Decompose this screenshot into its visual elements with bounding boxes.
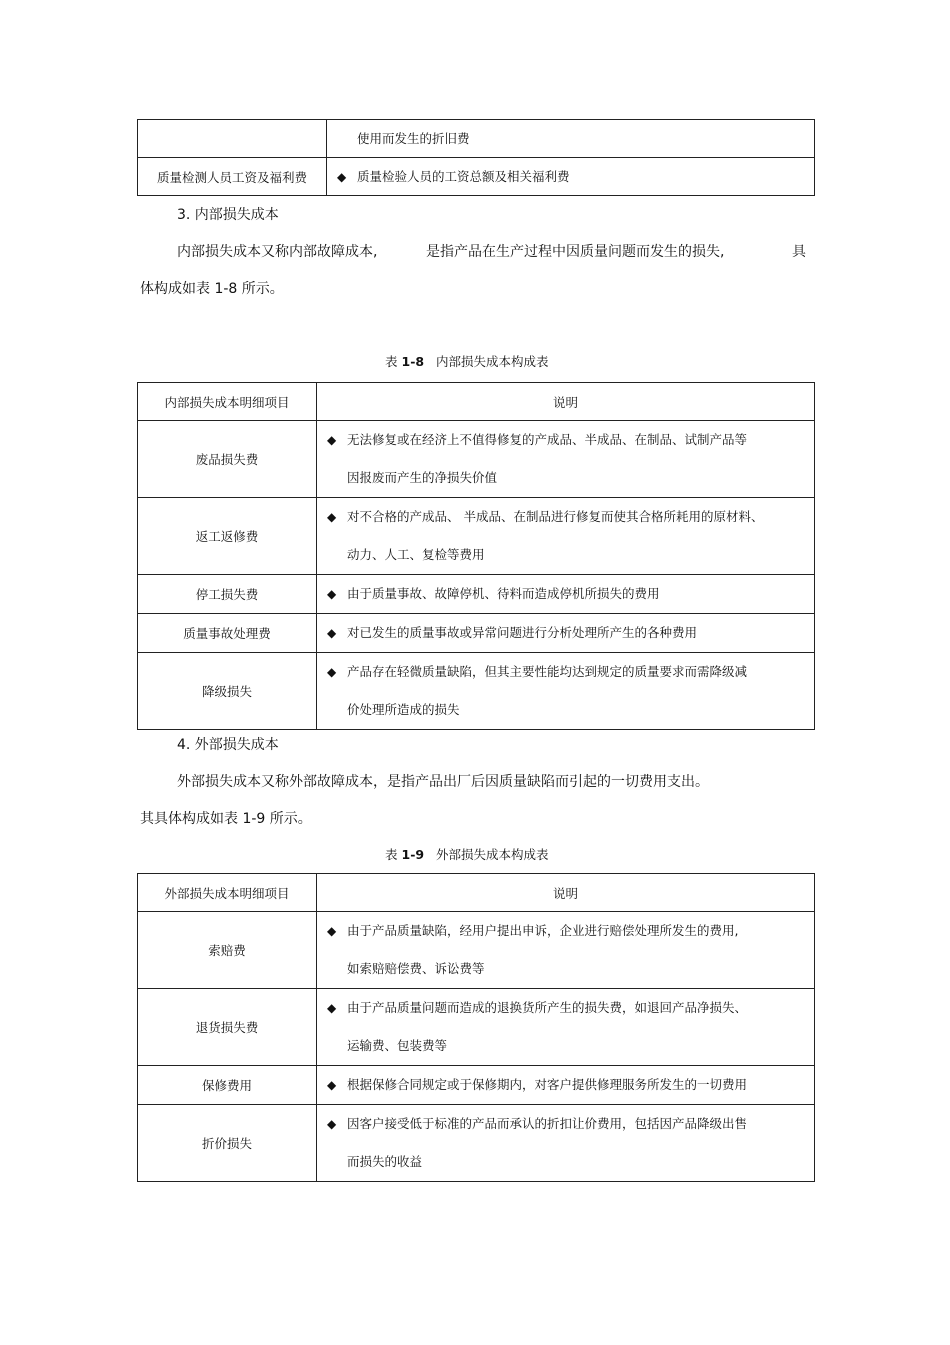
- description-cell: [317, 421, 815, 498]
- description-line: 运输费、包装费等: [347, 1038, 448, 1053]
- top-table: [137, 119, 815, 196]
- item-name-cell: 停工损失费: [138, 575, 317, 614]
- item-name-cell: [138, 120, 327, 158]
- diamond-bullet-icon: ◆: [327, 587, 337, 601]
- description-cell: [317, 614, 815, 653]
- description-line: 对已发生的质量事故或异常问题进行分析处理所产生的各种费用: [347, 625, 698, 640]
- description-line: 对不合格的产成品、 半成品、在制品进行修复而使其合格所耗用的原材料、: [347, 509, 764, 524]
- diamond-bullet-icon: ◆: [327, 510, 337, 524]
- table-1-9: [137, 873, 815, 1182]
- header-description-column: 说明: [317, 874, 815, 912]
- header-item-column: 外部损失成本明细项目: [138, 874, 317, 912]
- diamond-bullet-icon: ◆: [327, 1001, 337, 1015]
- description-line: 因报废而产生的净损失价值: [347, 470, 498, 485]
- diamond-bullet-icon: ◆: [327, 626, 337, 640]
- section-4-paragraph-line-2: 其具体构成如表 1-9 所示。: [140, 811, 312, 827]
- table-row: [138, 421, 815, 498]
- table-row: [138, 614, 815, 653]
- description-line: 如索赔赔偿费、诉讼费等: [347, 961, 485, 976]
- description-line: 由于质量事故、故障停机、待料而造成停机所损失的费用: [347, 586, 660, 601]
- header-item-column: 内部损失成本明细项目: [138, 383, 317, 421]
- description-line: 价处理所造成的损失: [347, 702, 460, 717]
- description-cell: [327, 120, 815, 158]
- item-name-cell: 保修费用: [138, 1066, 317, 1105]
- description-line: 而损失的收益: [347, 1154, 423, 1169]
- table-row: [138, 1105, 815, 1182]
- diamond-bullet-icon: ◆: [327, 1117, 337, 1131]
- description-line: 由于产品质量问题而造成的退换货所产生的损失费，如退回产品净损失、: [347, 1000, 748, 1015]
- table-1-9-caption: 表 1-9 外部损失成本构成表: [385, 847, 549, 862]
- table-row: [138, 1066, 815, 1105]
- section-4-paragraph-line-1: 外部损失成本又称外部故障成本，是指产品出厂后因质量缺陷而引起的一切费用支出。: [177, 774, 709, 790]
- diamond-bullet-icon: ◆: [327, 924, 337, 938]
- diamond-bullet-icon: ◆: [337, 170, 347, 184]
- section-3-heading: 3. 内部损失成本: [177, 207, 279, 223]
- section-3-paragraph-part-b: 是指产品在生产过程中因质量问题而发生的损失,: [426, 244, 725, 260]
- item-name-cell: 质量事故处理费: [138, 614, 317, 653]
- section-3-paragraph-line-2: 体构成如表 1-8 所示。: [140, 281, 284, 297]
- item-name-cell: 退货损失费: [138, 989, 317, 1066]
- table-1-8-caption: 表 1-8 内部损失成本构成表: [385, 354, 549, 369]
- description-cell: [327, 158, 815, 196]
- description-cell: [317, 498, 815, 575]
- table-row: [138, 120, 815, 158]
- description-line: 使用而发生的折旧费: [357, 131, 470, 146]
- description-cell: [317, 912, 815, 989]
- section-4-heading: 4. 外部损失成本: [177, 737, 279, 753]
- description-line: 因客户接受低于标准的产品而承认的折扣让价费用，包括因产品降级出售: [347, 1116, 748, 1131]
- diamond-bullet-icon: ◆: [327, 433, 337, 447]
- description-line: 根据保修合同规定或于保修期内，对客户提供修理服务所发生的一切费用: [347, 1077, 748, 1092]
- description-line: 由于产品质量缺陷，经用户提出申诉，企业进行赔偿处理所发生的费用,: [347, 923, 739, 938]
- table-row: [138, 989, 815, 1066]
- table-row: [138, 158, 815, 196]
- diamond-bullet-icon: ◆: [327, 665, 337, 679]
- table-header-row: [138, 383, 815, 421]
- table-1-8: [137, 382, 815, 730]
- item-name-cell: 索赔费: [138, 912, 317, 989]
- description-cell: [317, 653, 815, 730]
- item-name-cell: 降级损失: [138, 653, 317, 730]
- item-name-cell: 返工返修费: [138, 498, 317, 575]
- diamond-bullet-icon: ◆: [327, 1078, 337, 1092]
- table-row: [138, 912, 815, 989]
- table-header-row: [138, 874, 815, 912]
- description-line: 无法修复或在经济上不值得修复的产成品、半成品、在制品、试制产品等: [347, 432, 748, 447]
- description-line: 动力、人工、复检等费用: [347, 547, 485, 562]
- table-row: [138, 653, 815, 730]
- description-line: 产品存在轻微质量缺陷，但其主要性能均达到规定的质量要求而需降级减: [347, 664, 748, 679]
- item-name-cell: 质量检测人员工资及福利费: [138, 158, 327, 196]
- description-line: 质量检验人员的工资总额及相关福利费: [357, 169, 570, 184]
- description-cell: [317, 575, 815, 614]
- table-row: [138, 498, 815, 575]
- item-name-cell: 废品损失费: [138, 421, 317, 498]
- item-name-cell: 折价损失: [138, 1105, 317, 1182]
- header-description-column: 说明: [317, 383, 815, 421]
- description-cell: [317, 989, 815, 1066]
- table-row: [138, 575, 815, 614]
- description-cell: [317, 1105, 815, 1182]
- section-3-paragraph-part-a: 内部损失成本又称内部故障成本,: [177, 244, 378, 260]
- section-3-paragraph-part-c: 具: [792, 244, 806, 260]
- description-cell: [317, 1066, 815, 1105]
